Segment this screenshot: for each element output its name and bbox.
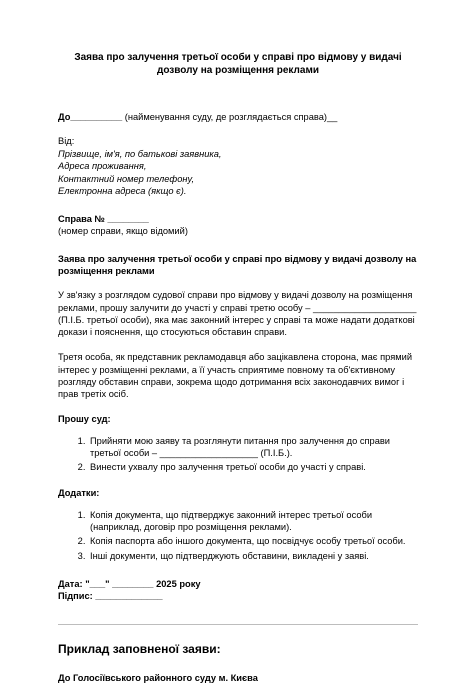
attachment-item: 3. Інші документи, що підтверджують обставини, викладені у заяві. — [88, 550, 418, 562]
sender-line: Контактний номер телефону, — [58, 173, 195, 184]
case-label: Справа № — [58, 214, 105, 225]
signature-block — [58, 578, 418, 603]
document-title: Заява про залучення третьої особи у справі про відмову у видачі дозволу на розміщення реклами — [74, 52, 402, 77]
case-hint: (номер справи, якщо відомий) — [58, 226, 188, 237]
statement-subtitle: Заява про залучення третьої особи у справі про відмову у видачі дозволу на розміщення реклами — [58, 253, 417, 276]
request-item: 1. Прийняти мою заяву та розглянути питання про залучення до справи третьої особи – ___________________ (П.І.Б.). — [88, 435, 418, 460]
request-list — [58, 435, 418, 474]
addressee-line — [58, 111, 418, 123]
addressee-blank: __________ — [70, 111, 123, 122]
sender-block — [58, 135, 418, 197]
sender-line: Електронна адреса (якщо є). — [58, 185, 187, 196]
attachment-item: 1. Копія документа, що підтверджує законний інтерес третьої особи (наприклад, договір про розміщення реклами). — [88, 509, 418, 534]
signature-value: _____________ — [92, 591, 163, 602]
case-blank: ________ — [104, 214, 149, 225]
sender-label: Від: — [58, 135, 75, 146]
signature-label: Підпис: — [58, 591, 93, 602]
case-block — [58, 213, 418, 238]
attachment-item: 2. Копія паспорта або іншого документа, що посвідчує особу третьої особи. — [88, 535, 418, 547]
date-value: "___" ________ 2025 року — [82, 578, 201, 589]
attachments-heading: Додатки: — [58, 488, 100, 499]
sender-line: Адреса проживання, — [58, 161, 147, 172]
attachments-list — [58, 509, 418, 562]
addressee-prefix: До — [58, 111, 71, 122]
example-heading: Приклад заповненої заяви: — [58, 642, 221, 657]
example-addressee: До Голосіївського районного суду м. Києва — [58, 673, 258, 684]
body-paragraph: Третя особа, як представник рекламодавця або зацікавлена сторона, має прямий інтерес у розміщенні реклами, а її участь сприятиме повному та об'єктивному розгляду обставин справи, зокрема щодо дотримання всіх законодавчих вимог і прав третіх осіб. — [58, 352, 413, 400]
sender-line: Прізвище, ім'я, по батькові заявника, — [58, 149, 222, 160]
section-divider — [58, 624, 418, 625]
date-label: Дата: — [58, 578, 83, 589]
request-item: 2. Винести ухвалу про залучення третьої особи до участі у справі. — [88, 461, 418, 473]
body-paragraph: У зв'язку з розглядом судової справи про відмову у видачі дозволу на розміщення реклами, прошу залучити до участі у справі третю особу – ____________________ (П.І.Б. третьої особи), яка має законний інтерес у справі та може надати додаткові докази і пояснення, що стосуються обставин справи. — [58, 290, 417, 338]
request-heading: Прошу суд: — [58, 414, 111, 425]
addressee-hint: (найменування суду, де розглядається справа)__ — [122, 111, 338, 122]
